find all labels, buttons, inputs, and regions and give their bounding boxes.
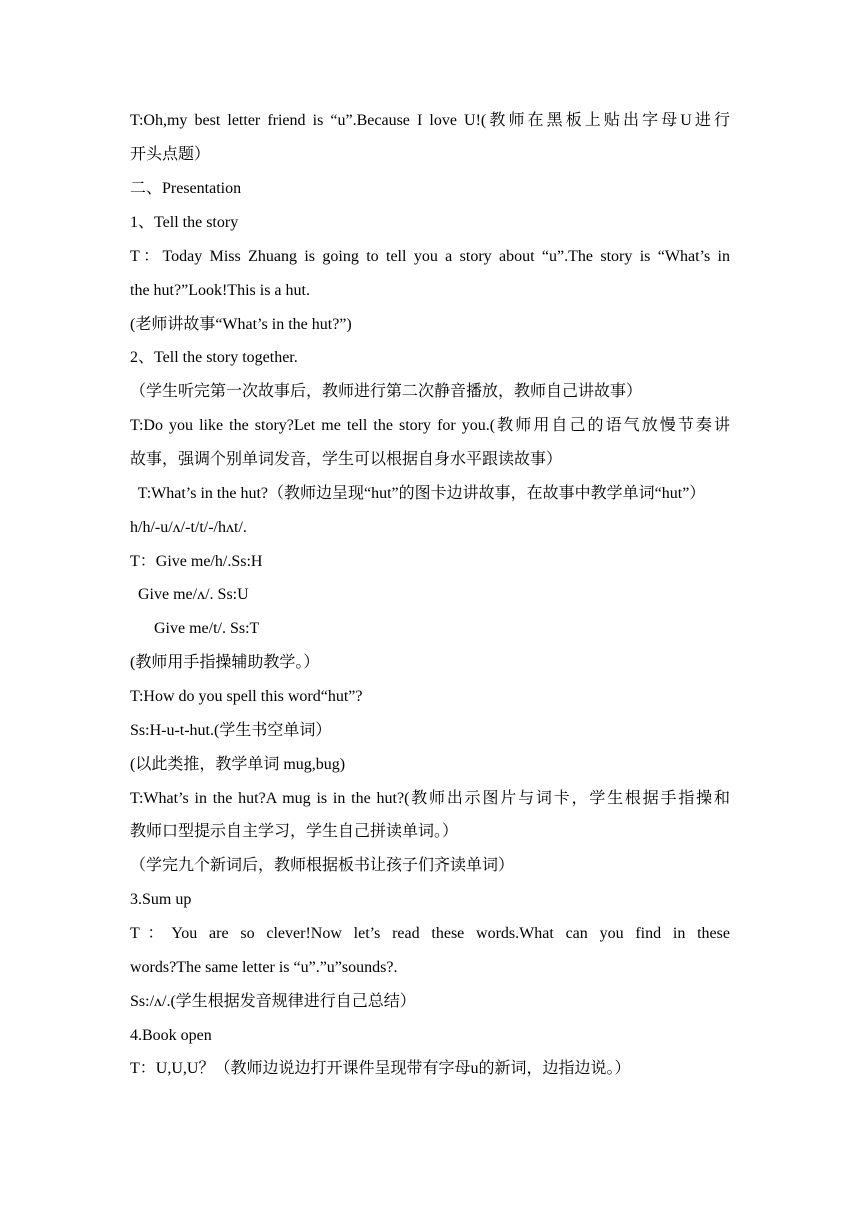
text-line: T:How do you spell this word“hut”? (130, 688, 363, 705)
text-line: 开头点题） (130, 146, 211, 163)
text-line: T：Give me/h/.Ss:H (130, 553, 263, 570)
text-line: h/h/-u/ʌ/-t/t/-/hʌt/. (130, 519, 247, 536)
text-line: （学完九个新词后，教师根据板书让孩子们齐读单词） (130, 857, 515, 874)
subsection-heading: 2、Tell the story together. (130, 349, 298, 366)
text-line: T：You are so clever!Now let’s read these words.What can you find in these (130, 925, 730, 942)
text-line: T：U,U,U？（教师边说边打开课件呈现带有字母u的新词，边指边说。） (130, 1060, 631, 1077)
text-line: words?The same letter is “u”.”u”sounds?. (130, 959, 398, 976)
section-heading: 二、Presentation (130, 180, 242, 197)
text-line: T:Do you like the story?Let me tell the story for you.(教师用自己的语气放慢节奏讲 (130, 417, 730, 434)
subsection-heading: 1、Tell the story (130, 214, 239, 231)
text-line: T:Oh,my best letter friend is “u”.Because I love U!(教师在黑板上贴出字母U进行 (130, 112, 730, 129)
subsection-heading: 4.Book open (130, 1027, 212, 1044)
text-line: Ss:/ʌ/.(学生根据发音规律进行自己总结） (130, 993, 416, 1010)
text-line: Give me/t/. Ss:T (130, 620, 260, 637)
subsection-heading: 3.Sum up (130, 891, 192, 908)
text-line: the hut?”Look!This is a hut. (130, 282, 310, 299)
text-line: Give me/ʌ/. Ss:U (130, 586, 249, 603)
text-line: (老师讲故事“What’s in the hut?”) (130, 316, 352, 333)
text-line: (教师用手指操辅助教学。） (130, 654, 320, 671)
text-line: (以此类推，教学单词 mug,bug) (130, 756, 346, 773)
text-line: 教师口型提示自主学习，学生自己拼读单词。） (130, 823, 459, 840)
text-line: Ss:H-u-t-hut.(学生书空单词） (130, 722, 332, 739)
text-line: T:What’s in the hut?（教师边呈现“hut”的图卡边讲故事，在故事中教学单词“hut”） (130, 485, 706, 502)
text-line: T：Today Miss Zhuang is going to tell you a story about “u”.The story is “What’s in (130, 248, 731, 265)
text-line: 故事，强调个别单词发音，学生可以根据自身水平跟读故事） (130, 451, 563, 468)
text-line: （学生听完第一次故事后，教师进行第二次静音播放，教师自己讲故事） (130, 383, 643, 400)
text-line: T:What’s in the hut?A mug is in the hut?(教师出示图片与词卡，学生根据手指操和 (130, 790, 730, 807)
